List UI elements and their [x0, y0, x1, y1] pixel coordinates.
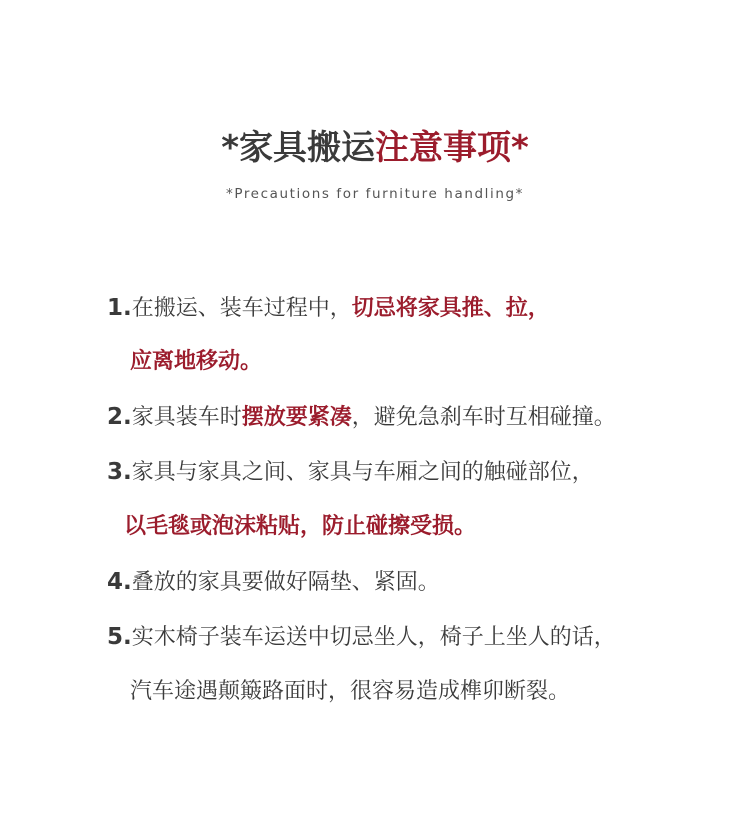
item-text: 家具装车时	[131, 405, 242, 430]
item-text: ，避免急刹车时互相碰撞。	[351, 405, 616, 430]
title-accent: 注意事项*	[375, 128, 529, 168]
item-text: 汽车途遇颠簸路面时，很容易造成榫卯断裂。	[130, 679, 571, 704]
item-emphasis: 应离地移动。	[130, 349, 263, 374]
item-number: 1.	[107, 295, 132, 321]
item-number: 2.	[107, 404, 132, 430]
list-item-1-line-1	[107, 292, 550, 325]
list-item-1-line-2	[130, 346, 262, 378]
item-number: 5.	[107, 624, 132, 650]
item-text: 家具与家具之间、家具与车厢之间的触碰部位，	[131, 460, 594, 485]
item-emphasis: 切忌将家具推、拉，	[351, 296, 550, 321]
item-text: 实木椅子装车运送中切忌坐人，椅子上坐人的话，	[131, 625, 616, 650]
item-emphasis: 摆放要紧凑	[241, 405, 352, 430]
item-number: 3.	[107, 459, 132, 485]
page-title	[0, 124, 750, 172]
list-item-3-line-2	[124, 511, 476, 543]
list-item-4	[107, 566, 440, 599]
list-item-3-line-1	[107, 456, 594, 489]
item-emphasis: 以毛毯或泡沫粘贴，防止碰擦受损。	[124, 514, 477, 539]
item-number: 4.	[107, 569, 132, 595]
item-text: 叠放的家具要做好隔垫、紧固。	[131, 570, 440, 595]
list-item-5-line-1	[107, 621, 616, 654]
list-item-2	[107, 401, 616, 434]
list-item-5-line-2	[130, 676, 570, 708]
title-prefix: *家具搬运	[221, 128, 375, 168]
item-text: 在搬运、装车过程中，	[131, 296, 352, 321]
page-subtitle: *Precautions for furniture handling*	[225, 186, 525, 202]
